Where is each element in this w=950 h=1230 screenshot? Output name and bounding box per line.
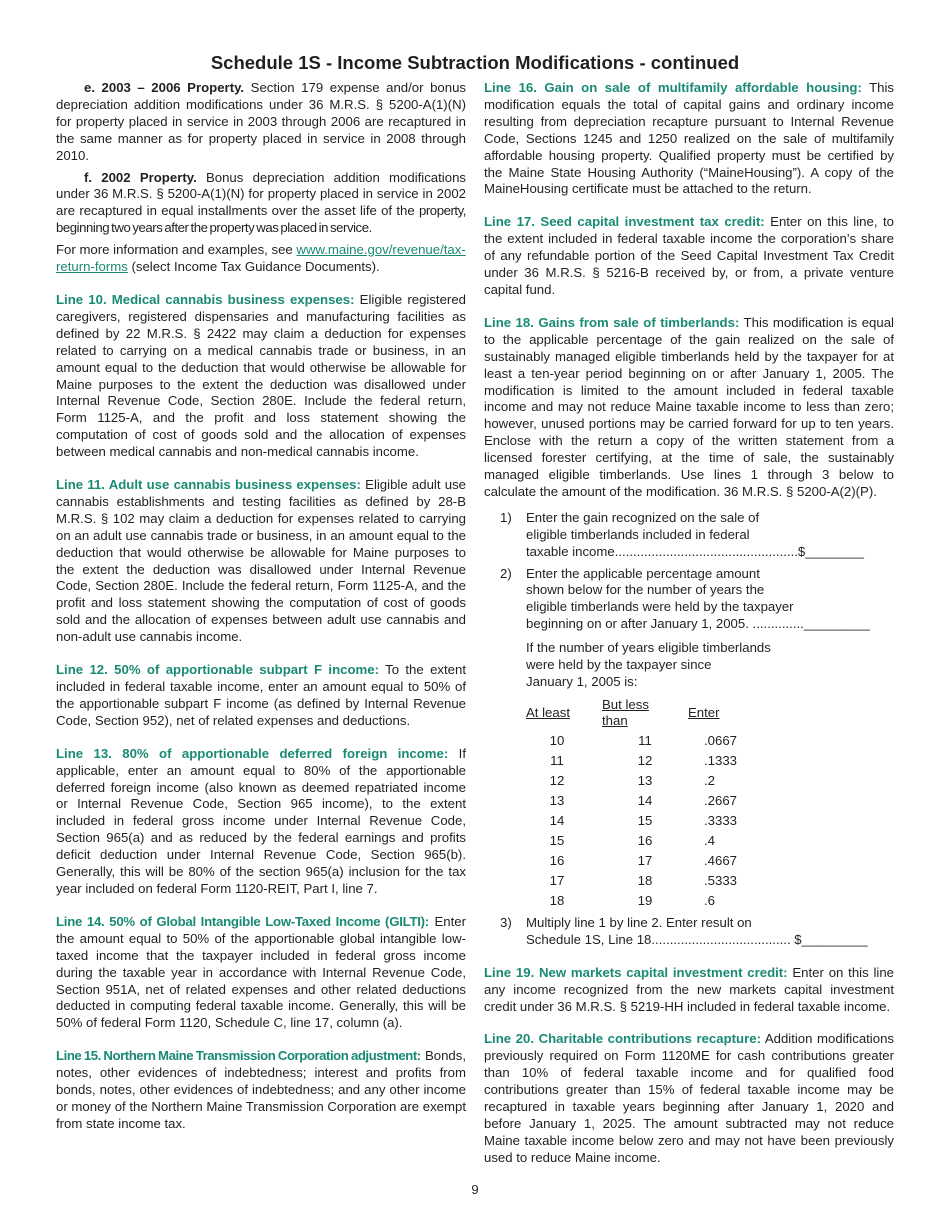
paragraph-2002-property xyxy=(56,170,466,238)
percentage-table-header xyxy=(526,697,737,732)
step-3-line: Multiply line 1 by line 2. Enter result on xyxy=(526,914,752,930)
years-held-note-line: January 1, 2005 is: xyxy=(526,674,638,689)
line-18-text: This modification is equal to the applicable percentage of the gain realized on the sale of sustainably managed eligible timberlands held by the taxpayer for at least a ten-year period beginning on or after January 1, 2005. The modification is limited to the amount included in federal taxable income and may not reduce Maine taxable income to less than zero; however, unused portions may be carried forward for up to ten years. Enclose with the return a copy of the written statement from a licensed forester certifying, at the time of sale, the sustainably managed eligible timberlands. Use lines 1 through 3 below to calculate the amount of the modification. 36 M.R.S. § 5200-A(2)(P). xyxy=(484,314,894,499)
enter-cell: .2 xyxy=(704,773,715,789)
step-2-line: eligible timberlands were held by the taxpayer xyxy=(526,599,794,615)
line-16-heading: Line 16. Gain on sale of multifamily affordable housing: xyxy=(484,80,862,95)
enter-cell: .1333 xyxy=(704,753,738,769)
step-3-line: Schedule 1S, Line 18...................................... $_________ xyxy=(526,931,868,947)
more-info-paragraph xyxy=(56,242,466,276)
less-than-cell: 13 xyxy=(637,773,653,789)
less-than-cell: 12 xyxy=(637,753,653,769)
step-2-line: beginning on or after January 1, 2005. .............._________ xyxy=(526,616,870,632)
page-title: Schedule 1S - Income Subtraction Modifications - continued xyxy=(210,52,740,73)
text-2002-property: Bonus depreciation addition modifications under 36 M.R.S. § 5200-A(1)(N) for property placed in service in 2002 are recaptured in equal installments over the asset life of the xyxy=(56,169,467,219)
step-1-number: 1) xyxy=(500,509,512,525)
text-2002-property-end: property, beginning two years after the property was placed in service. xyxy=(56,203,466,236)
line-14-text: Enter the amount equal to 50% of the apportionable global intangible low-taxed income that the taxpayer included in federal gross income during the taxable year in accordance with Internal Revenue Code, Section 951A, net of related expenses and other related deductions deducted in computing federal taxable income. Generally, this will be 50% of federal Form 1120, Schedule C, line 17, column (a). xyxy=(56,913,466,1031)
column-header-enter: Enter xyxy=(688,704,720,720)
table-row xyxy=(526,832,737,852)
years-held-note-line: If the number of years eligible timberlands xyxy=(526,640,771,656)
step-2 xyxy=(484,566,894,634)
years-held-note xyxy=(484,640,894,691)
line-16-paragraph xyxy=(484,80,894,198)
at-least-cell: 15 xyxy=(549,833,565,849)
step-3-number: 3) xyxy=(500,914,512,930)
less-than-cell: 11 xyxy=(638,733,652,749)
column-header-but-less-than: But less than xyxy=(602,696,649,728)
table-row xyxy=(526,792,737,812)
line-20-paragraph xyxy=(484,1031,894,1166)
line-19-text: Enter on this line any income recognized from the new markets capital investment credit under 36 M.R.S. § 5219-HH included in federal taxable income. xyxy=(484,964,894,1014)
step-2-line: shown below for the number of years the xyxy=(526,582,765,598)
line-18-heading: Line 18. Gains from sale of timberlands: xyxy=(484,314,740,330)
table-row xyxy=(526,892,737,912)
column-header-at-least: At least xyxy=(526,704,570,720)
less-than-cell: 15 xyxy=(637,813,653,829)
line-10-text: Eligible registered caregivers, registered dispensaries and manufacturing facilities as defined by 22 M.R.S. § 2422 may claim a deduction for expenses related to carrying on a medical cannabis trade or business, in an amount equal to the deduction that would otherwise be allowable for Maine purposes to the extent the deduction was disallowed under Internal Revenue Code, Section 280E. Include the federal return, Form 1125-A, and the profit and loss statement showing the computation of cost of goods sold and the allocation of expenses between medical cannabis and non-medical cannabis income. xyxy=(56,291,466,460)
right-column xyxy=(484,80,894,1167)
line-10-heading: Line 10. Medical cannabis business expenses: xyxy=(56,291,355,307)
line-16-text: This modification equals the total of capital gains and ordinary income resulting from depreciation recapture pursuant to Internal Revenue Code, Sections 1245 and 1250 realized on the sale of multifamily affordable housing property. Qualified property must be certified by the Maine State Housing Authority (“MaineHousing”). A copy of the MaineHousing certificate must be attached to the return. xyxy=(484,80,894,197)
heading-2003-2006-property: e. 2003 – 2006 Property. xyxy=(84,80,245,95)
table-row xyxy=(526,752,737,772)
line-19-paragraph xyxy=(484,965,894,1016)
maine-revenue-link[interactable]: www.maine.gov/revenue/tax-return-forms xyxy=(56,242,466,275)
less-than-cell: 18 xyxy=(637,873,653,889)
line-13-text: If applicable, enter an amount equal to 80% of the apportionable deferred foreign income (also known as deemed repatriated income or Internal Revenue Code, Section 965 income), to the extent included in federal gross income under Internal Revenue Code, Section 965(a) and as reduced by the federal earnings and profits deficit deduction under Internal Revenue Code, Section 965(b). Generally, this will be 80% of the section 965(a) inclusion for the tax year included on federal Form 1120-REIT, Part I, line 7. xyxy=(56,745,466,896)
percentage-table xyxy=(526,697,737,912)
step-1-line: Enter the gain recognized on the sale of xyxy=(526,509,760,525)
line-12-paragraph xyxy=(56,662,466,730)
step-1-line: eligible timberlands included in federal xyxy=(526,526,750,542)
line-11-heading: Line 11. Adult use cannabis business expenses: xyxy=(56,477,361,493)
paragraph-2003-2006-property xyxy=(56,80,466,165)
step-2-number: 2) xyxy=(500,565,512,581)
table-row xyxy=(526,852,737,872)
page-number: 9 xyxy=(471,1182,479,1197)
at-least-cell: 10 xyxy=(549,733,565,749)
left-column xyxy=(56,80,466,1133)
line-19-heading: Line 19. New markets capital investment credit: xyxy=(484,964,788,980)
at-least-cell: 18 xyxy=(549,893,565,909)
line-15-text: Bonds, notes, other evidences of indebtedness; interest and profits from bonds, notes, other evidences of indebtedness; and any other income or money of the Northern Maine Transmission Corporation are exempt from state income tax. xyxy=(56,1048,466,1131)
table-row xyxy=(526,772,737,792)
line-12-text: To the extent included in federal taxable income, enter an amount equal to 50% of the apportionable subpart F income (as defined by Internal Revenue Code, Section 952), net of related expenses and deductions. xyxy=(56,662,467,728)
line-15-heading: Line 15. Northern Maine Transmission Corporation adjustment: xyxy=(56,1048,421,1064)
step-1-line: taxable income..................................................$________ xyxy=(526,543,864,559)
less-than-cell: 17 xyxy=(637,853,653,869)
text-2003-2006-property: Section 179 expense and/or bonus depreciation addition modifications under 36 M.R.S. § 5200-A(1)(N) for property placed in service in 2003 through 2006 are recaptured in the same manner as for property placed in service in 2008 through 2010. xyxy=(56,80,467,163)
enter-cell: .3333 xyxy=(704,813,738,829)
line-14-paragraph xyxy=(56,914,466,1032)
enter-cell: .2667 xyxy=(704,793,738,809)
more-info-suffix: (select Income Tax Guidance Documents). xyxy=(127,259,380,275)
more-info-prefix: For more information and examples, see xyxy=(56,242,297,258)
enter-cell: .5333 xyxy=(704,873,738,889)
line-17-text: Enter on this line, to the extent included in federal taxable income the corporation’s share of any refundable portion of the Seed Capital Investment Tax Credit under 36 M.R.S. § 5216-B received by, or from, a private venture capital fund. xyxy=(484,214,894,297)
enter-cell: .4 xyxy=(704,833,715,849)
table-row xyxy=(526,812,737,832)
enter-cell: .6 xyxy=(704,893,715,909)
line-17-heading: Line 17. Seed capital investment tax credit: xyxy=(484,214,765,230)
line-18-paragraph xyxy=(484,315,894,501)
at-least-cell: 16 xyxy=(549,853,565,869)
step-1 xyxy=(484,510,894,561)
line-20-text: Addition modifications previously required on Form 1120ME for cash contributions greater than 10% of federal taxable income and for qualified food contributions greater than 15% of federal taxable income may be recaptured in taxable years beginning after January 1, 2020 and before January 1, 2025. The amount subtracted may not reduce Maine taxable income below zero and may not have been previously used to reduce Maine income. xyxy=(484,1031,895,1165)
less-than-cell: 16 xyxy=(637,833,653,849)
line-15-paragraph xyxy=(56,1048,466,1133)
line-11-paragraph xyxy=(56,477,466,646)
line-17-paragraph xyxy=(484,214,894,299)
at-least-cell: 11 xyxy=(550,753,564,769)
less-than-cell: 14 xyxy=(637,793,653,809)
line-10-paragraph xyxy=(56,292,466,461)
step-2-line: Enter the applicable percentage amount xyxy=(526,565,760,581)
line-14-heading: Line 14. 50% of Global Intangible Low-Taxed Income (GILTI): xyxy=(56,913,429,929)
heading-2002-property: f. 2002 Property. xyxy=(84,169,197,185)
step-3 xyxy=(484,915,894,949)
table-row xyxy=(526,732,737,752)
years-held-note-line: were held by the taxpayer since xyxy=(526,657,712,673)
line-20-heading: Line 20. Charitable contributions recapture: xyxy=(484,1031,761,1047)
at-least-cell: 14 xyxy=(549,813,565,829)
enter-cell: .0667 xyxy=(704,733,738,749)
at-least-cell: 13 xyxy=(549,793,565,809)
line-11-text: Eligible adult use cannabis establishments and testing facilities as defined by 28-B M.R.S. § 102 may claim a deduction for expenses related to carrying on an adult use cannabis trade or business, in an amount equal to the deduction that would otherwise be allowable for Maine purposes to the extent the deduction was disallowed under Internal Revenue Code, Section 280E. Include the federal return, Form 1125-A, and the profit and loss statement showing the computation of cost of goods sold and the allocation of expenses between adult use cannabis and non-adult use cannabis income. xyxy=(56,477,466,645)
at-least-cell: 17 xyxy=(549,873,565,889)
table-row xyxy=(526,872,737,892)
enter-cell: .4667 xyxy=(704,853,738,869)
line-13-heading: Line 13. 80% of apportionable deferred foreign income: xyxy=(56,745,449,761)
at-least-cell: 12 xyxy=(549,773,565,789)
less-than-cell: 19 xyxy=(637,893,653,909)
line-12-heading: Line 12. 50% of apportionable subpart F income: xyxy=(56,662,379,678)
line-13-paragraph xyxy=(56,746,466,898)
